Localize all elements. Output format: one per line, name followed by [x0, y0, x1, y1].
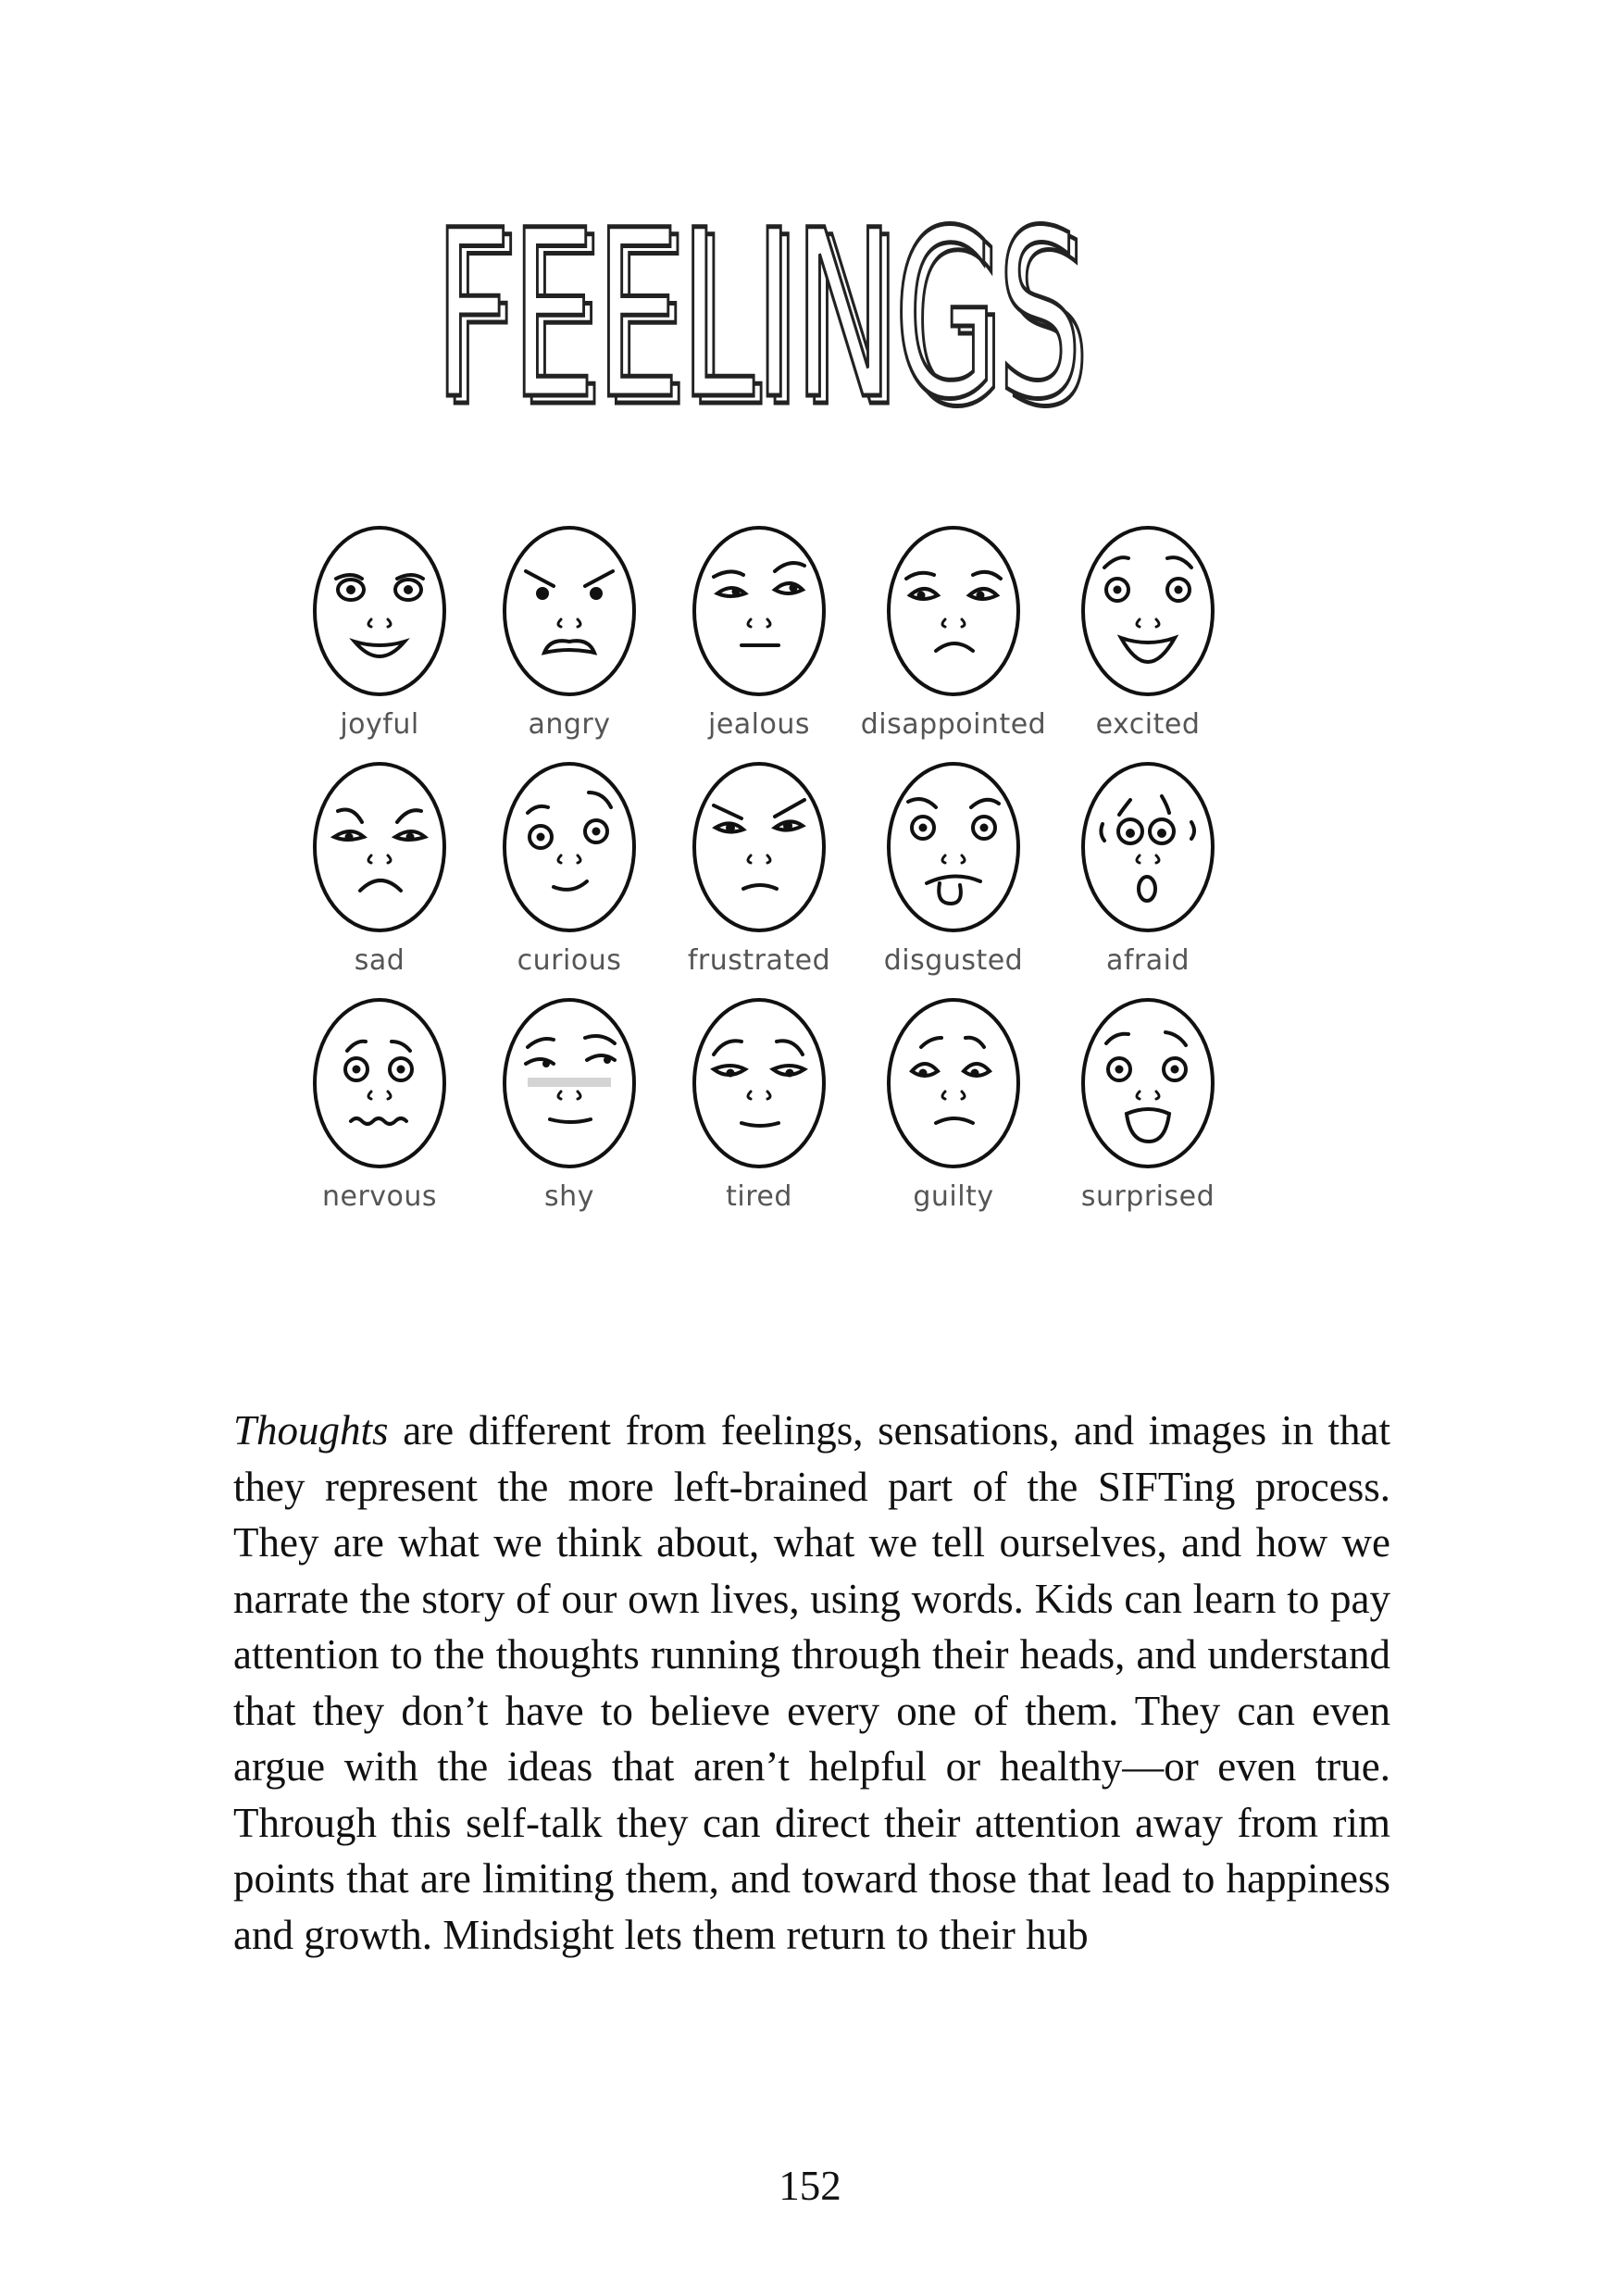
page-number: 152 — [779, 2163, 841, 2209]
sad-face-icon — [310, 759, 449, 935]
guilty-face-icon — [884, 995, 1023, 1171]
face-label: shy — [544, 1180, 594, 1213]
face-label: nervous — [321, 1180, 438, 1213]
face-label: sad — [354, 944, 405, 977]
face-label: joyful — [340, 708, 419, 741]
excited-face-icon — [1078, 523, 1217, 699]
face-shy — [477, 995, 662, 1236]
shy-face-icon — [500, 995, 639, 1171]
face-disappointed — [861, 523, 1046, 764]
curious-face-icon — [500, 759, 639, 935]
face-tired — [667, 995, 852, 1236]
face-guilty — [861, 995, 1046, 1236]
disappointed-face-icon — [884, 523, 1023, 699]
feelings-title — [421, 213, 1106, 426]
face-curious — [477, 759, 662, 1000]
title-shadow: FEELINGS — [442, 213, 1090, 426]
paragraph-lead: Thoughts — [233, 1407, 389, 1454]
disgusted-face-icon — [884, 759, 1023, 935]
face-joyful — [287, 523, 472, 764]
face-angry — [477, 523, 662, 764]
face-label: surprised — [1080, 1180, 1215, 1213]
joyful-face-icon — [310, 523, 449, 699]
jealous-face-icon — [690, 523, 829, 699]
angry-face-icon — [500, 523, 639, 699]
face-label: frustrated — [687, 944, 831, 977]
face-label: curious — [517, 944, 622, 977]
face-afraid — [1055, 759, 1240, 1000]
face-label: disappointed — [860, 708, 1047, 741]
face-label: angry — [528, 708, 611, 741]
nervous-face-icon — [310, 995, 449, 1171]
paragraph-text: are different from feelings, sensations, and images in that they represent the more left-brained part of the SIFTing process. They are what we think about, what we tell ourselves, and how we narrate the story of our own lives, using words. Kids can learn to pay attention to the thoughts running through their heads, and understand that they don’t have to believe every one of them. They can even argue with the ideas that aren’t helpful or healthy—or even true. Through this self-talk they can direct their attention away from rim points that are limiting them, and toward those that lead to happiness and growth. Mindsight lets them return to their hub — [233, 1407, 1390, 1958]
face-sad — [287, 759, 472, 1000]
face-label: tired — [726, 1180, 792, 1213]
page-title: FEELINGS — [434, 213, 1082, 426]
face-frustrated — [667, 759, 852, 1000]
face-surprised — [1055, 995, 1240, 1236]
face-label: disgusted — [883, 944, 1024, 977]
face-label: excited — [1095, 708, 1201, 741]
face-jealous — [667, 523, 852, 764]
frustrated-face-icon — [690, 759, 829, 935]
face-label: guilty — [913, 1180, 994, 1213]
feelings-title-art — [421, 213, 1106, 426]
face-nervous — [287, 995, 472, 1236]
afraid-face-icon — [1078, 759, 1217, 935]
surprised-face-icon — [1078, 995, 1217, 1171]
feelings-faces-grid — [287, 523, 1250, 1245]
body-paragraph — [233, 1403, 1390, 1963]
face-label: afraid — [1105, 944, 1190, 977]
tired-face-icon — [690, 995, 829, 1171]
face-excited — [1055, 523, 1240, 764]
face-disgusted — [861, 759, 1046, 1000]
face-label: jealous — [707, 708, 810, 741]
